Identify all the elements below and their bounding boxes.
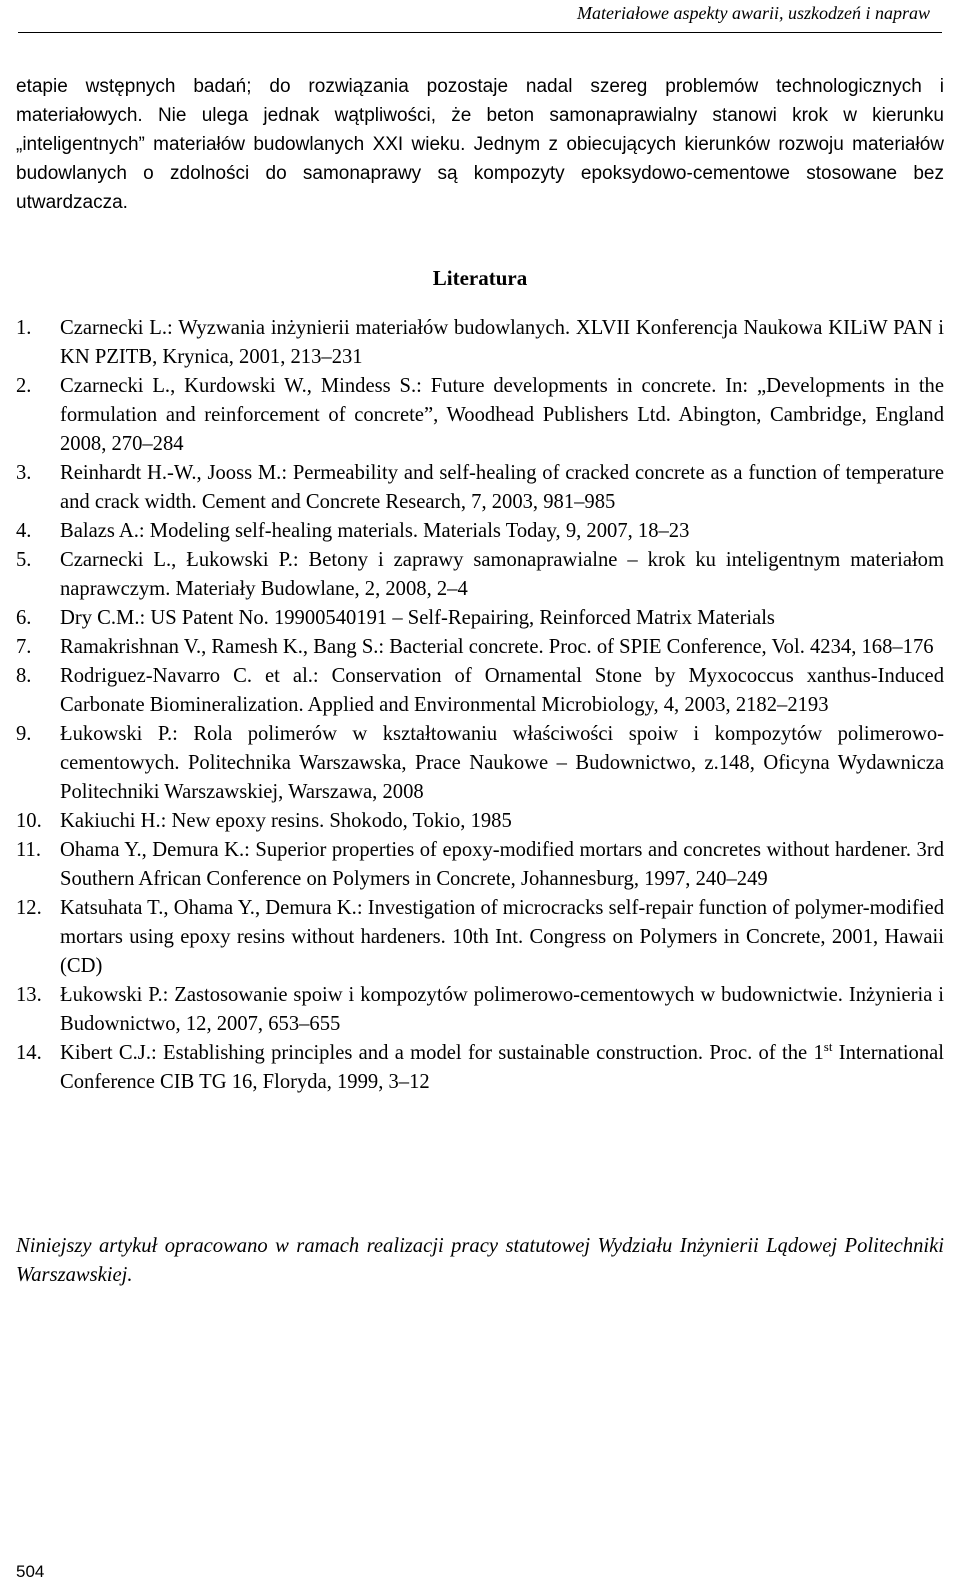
reference-number: 4. <box>16 520 32 542</box>
reference-item <box>16 836 944 894</box>
reference-text-start: Kibert C.J.: Establishing principles and a model for sustainable construction. Proc. of the 1 <box>60 1042 824 1064</box>
reference-number: 10. <box>16 810 42 832</box>
reference-text: Reinhardt H.-W., Jooss M.: Permeability and self-healing of cracked concrete as a function of temperature and crack width. Cement and Concrete Research, 7, 2003, 981–985 <box>60 462 944 513</box>
reference-text: Balazs A.: Modeling self-healing materials. Materials Today, 9, 2007, 18–23 <box>60 520 690 542</box>
reference-number: 12. <box>16 897 42 919</box>
page-number: 504 <box>16 1562 45 1581</box>
intro-paragraph: etapie wstępnych badań; do rozwiązania pozostaje nadal szereg problemów technologicznych i materiałowych. Nie ulega jednak wątpliwości, że beton samonaprawialny stanowi krok w kierunku „inteligentnych” materiałów budowlanych XXI wieku. Jednym z obiecujących kierunków rozwoju materiałów budowlanych o zdolności do samonaprawy są kompozyty epoksydowo-cementowe stosowane bez utwardzacza. <box>16 76 944 213</box>
reference-text: Łukowski P.: Zastosowanie spoiw i kompozytów polimerowo-cementowych w budownictwie. Inżynieria i Budownictwo, 12, 2007, 653–655 <box>60 984 944 1035</box>
reference-number: 11. <box>16 839 41 861</box>
reference-number: 9. <box>16 723 32 745</box>
reference-number: 2. <box>16 375 32 397</box>
reference-number: 13. <box>16 984 42 1006</box>
reference-item <box>16 981 944 1039</box>
reference-text-end: International Conference CIB TG 16, Floryda, 1999, 3–12 <box>60 1042 944 1093</box>
reference-text: Czarnecki L., Kurdowski W., Mindess S.: Future developments in concrete. In: „Developments in the formulation and reinforcement of concrete”, Woodhead Publishers Ltd. Abington, Cambridge, England 2008, 270–284 <box>60 375 944 455</box>
running-title: Materiałowe aspekty awarii, uszkodzeń i napraw <box>577 3 930 23</box>
reference-item <box>16 517 944 546</box>
reference-number: 3. <box>16 462 32 484</box>
reference-item <box>16 720 944 807</box>
reference-number: 1. <box>16 317 32 339</box>
reference-number: 5. <box>16 549 32 571</box>
reference-text: Ramakrishnan V., Ramesh K., Bang S.: Bacterial concrete. Proc. of SPIE Conference, Vol. 4234, 168–176 <box>60 636 934 658</box>
reference-text: Kakiuchi H.: New epoxy resins. Shokodo, Tokio, 1985 <box>60 810 512 832</box>
literature-heading: Literatura <box>432 266 528 290</box>
reference-item <box>16 894 944 981</box>
reference-item <box>16 459 944 517</box>
reference-number: 8. <box>16 665 32 687</box>
reference-text: Dry C.M.: US Patent No. 19900540191 – Self-Repairing, Reinforced Matrix Materials <box>60 607 775 629</box>
reference-item <box>16 807 944 836</box>
reference-text: Rodriguez-Navarro C. et al.: Conservation of Ornamental Stone by Myxococcus xanthus-Induced Carbonate Biomineralization. Applied and Environmental Microbiology, 4, 2003, 2182–2193 <box>60 665 944 716</box>
reference-number: 6. <box>16 607 32 629</box>
acknowledgement-note: Niniejszy artykuł opracowano w ramach realizacji pracy statutowej Wydziału Inżynierii Lądowej Politechniki Warszawskiej. <box>16 1235 944 1286</box>
reference-item <box>16 372 944 459</box>
reference-item <box>16 1039 944 1097</box>
reference-item <box>16 546 944 604</box>
reference-text: Czarnecki L., Łukowski P.: Betony i zaprawy samonaprawialne – krok ku inteligentnym materiałom naprawczym. Materiały Budowlane, 2, 2008, 2–4 <box>60 549 944 600</box>
reference-item <box>16 314 944 372</box>
reference-text: Katsuhata T., Ohama Y., Demura K.: Investigation of microcracks self-repair function of polymer-modified mortars using epoxy resins without hardeners. 10th Int. Congress on Polymers in Concrete, 2001, Hawaii (CD) <box>60 897 944 977</box>
reference-number: 14. <box>16 1042 42 1064</box>
reference-item <box>16 633 944 662</box>
reference-text: Ohama Y., Demura K.: Superior properties of epoxy-modified mortars and concretes without hardener. 3rd Southern African Conference on Polymers in Concrete, Johannesburg, 1997, 240–249 <box>60 839 944 890</box>
reference-item <box>16 604 944 633</box>
running-header <box>18 0 942 33</box>
superscript-ordinal: st <box>823 1039 833 1055</box>
reference-text: Łukowski P.: Rola polimerów w kształtowaniu właściwości spoiw i kompozytów polimerowo-cementowych. Politechnika Warszawska, Prace Naukowe – Budownictwo, z.148, Oficyna Wydawnicza Politechniki Warszawskiej, Warszawa, 2008 <box>60 723 944 803</box>
reference-number: 7. <box>16 636 32 658</box>
reference-item <box>16 662 944 720</box>
reference-list <box>16 314 944 1097</box>
reference-text: Czarnecki L.: Wyzwania inżynierii materiałów budowlanych. XLVII Konferencja Naukowa KILiW PAN i KN PZITB, Krynica, 2001, 213–231 <box>60 317 944 368</box>
